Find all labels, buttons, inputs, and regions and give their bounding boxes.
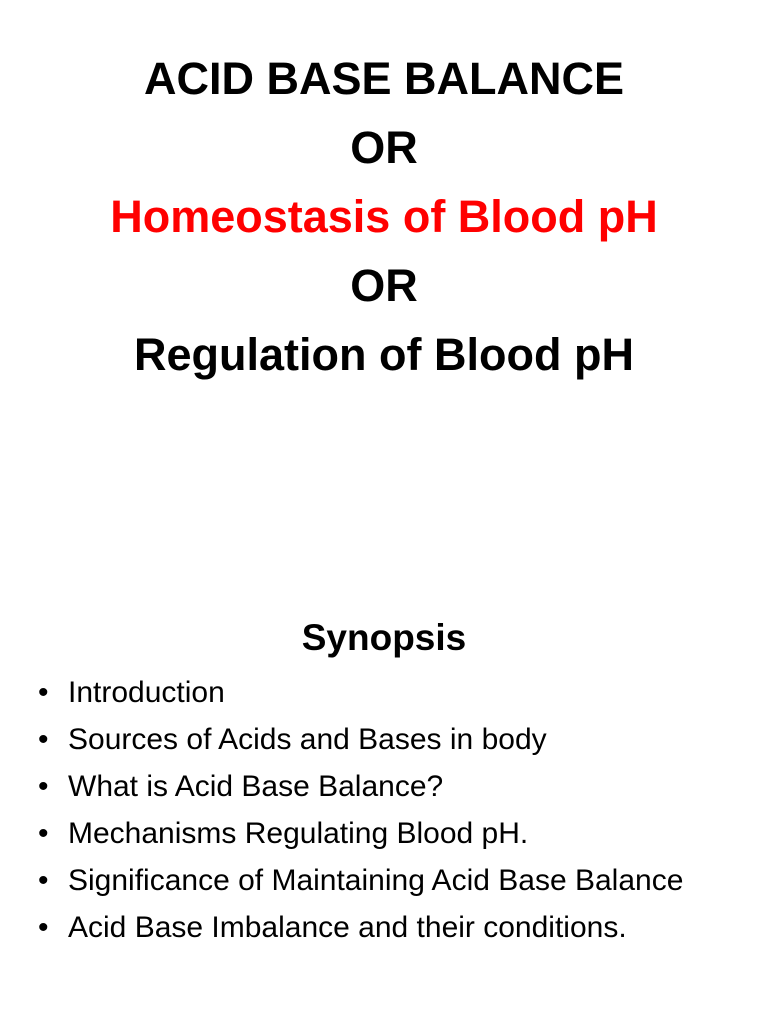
list-item-text: Significance of Maintaining Acid Base Balance [68, 864, 684, 897]
list-item-text: Mechanisms Regulating Blood pH. [68, 817, 529, 850]
bullet-icon: • [38, 676, 49, 709]
synopsis-heading: Synopsis [301, 617, 467, 658]
title-or-1: OR [350, 122, 418, 173]
title-or-2: OR [350, 260, 418, 311]
title-main: ACID BASE BALANCE [143, 53, 624, 104]
list-item-text: What is Acid Base Balance? [68, 770, 444, 803]
synopsis-list [0, 674, 768, 947]
list-item [0, 674, 768, 712]
list-item [0, 862, 768, 900]
list-item-text: Introduction [68, 676, 225, 709]
list-item-text: Sources of Acids and Bases in body [68, 723, 547, 756]
bullet-icon: • [38, 723, 49, 756]
bullet-icon: • [38, 770, 49, 803]
bullet-icon: • [38, 911, 49, 944]
list-item-text: Acid Base Imbalance and their conditions. [68, 911, 627, 944]
list-item [0, 768, 768, 806]
bullet-icon: • [38, 817, 49, 850]
title-slide [0, 44, 768, 384]
synopsis-slide [0, 612, 768, 1024]
list-item [0, 721, 768, 759]
list-item [0, 909, 768, 947]
bullet-icon: • [38, 864, 49, 897]
title-alternate-1: Homeostasis of Blood pH [110, 191, 658, 242]
list-item [0, 815, 768, 853]
title-alternate-2: Regulation of Blood pH [134, 329, 634, 380]
